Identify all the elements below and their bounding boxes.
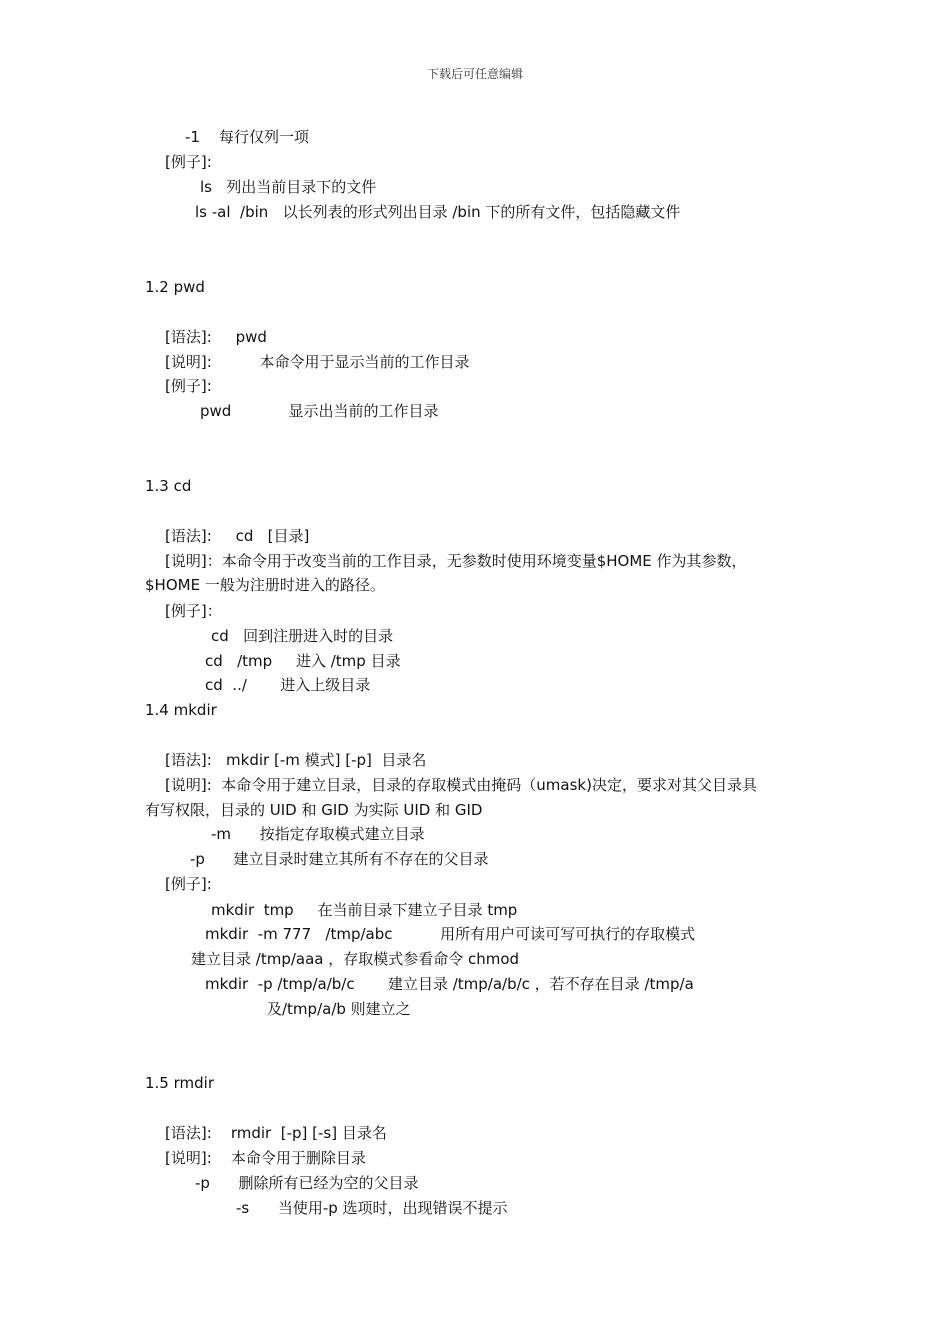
ls-example-1: ls 列出当前目录下的文件 [200,178,377,196]
ls-option-1: -1 每行仅列一项 [185,128,310,146]
ls-example-2: ls -al /bin 以长列表的形式列出目录 /bin 下的所有文件，包括隐藏文件 [195,203,681,221]
rmdir-option-p: -p 删除所有已经为空的父目录 [195,1174,419,1192]
section-heading-cd: 1.3 cd [145,477,192,495]
cd-description-cont: $HOME 一般为注册时进入的路径。 [145,576,385,594]
pwd-syntax: [语法]: pwd [165,328,267,346]
mkdir-syntax: [语法]: mkdir [-m 模式] [-p] 目录名 [165,751,427,769]
mkdir-example-2: mkdir -m 777 /tmp/abc 用所有用户可读可写可执行的存取模式 [205,925,696,943]
pwd-example-1: pwd 显示出当前的工作目录 [200,402,439,420]
cd-example-heading: [例子]： [165,602,222,620]
mkdir-option-p: -p 建立目录时建立其所有不存在的父目录 [190,850,489,868]
mkdir-option-m: -m 按指定存取模式建立目录 [211,825,425,843]
mkdir-example-2-cont: 建立目录 /tmp/aaa ，存取模式参看命令 chmod [191,950,520,968]
mkdir-description-cont: 有写权限，目录的 UID 和 GID 为实际 UID 和 GID [145,801,483,819]
mkdir-example-3-cont: 及/tmp/a/b 则建立之 [267,1000,411,1018]
rmdir-description: [说明]: 本命令用于删除目录 [165,1149,366,1167]
cd-example-1: cd 回到注册进入时的目录 [211,627,394,645]
download-note: 下载后可任意编辑 [426,67,523,81]
pwd-description: [说明]: 本命令用于显示当前的工作目录 [165,353,470,371]
section-heading-rmdir: 1.5 rmdir [145,1074,214,1092]
section-heading-pwd: 1.2 pwd [145,278,205,296]
mkdir-description: [说明]: 本命令用于建立目录，目录的存取模式由掩码（umask)决定，要求对其父目录具 [165,776,757,794]
cd-example-3: cd ../ 进入上级目录 [205,676,371,694]
mkdir-example-3: mkdir -p /tmp/a/b/c 建立目录 /tmp/a/b/c ，若不存在目录 /tmp/a [205,975,694,993]
cd-example-2: cd /tmp 进入 /tmp 目录 [205,652,401,670]
cd-syntax: [语法]: cd [目录] [165,527,310,545]
ls-example-heading: [例子]: [165,153,212,171]
cd-description: [说明]：本命令用于改变当前的工作目录，无参数时使用环境变量$HOME 作为其参数， [165,552,747,570]
section-heading-mkdir: 1.4 mkdir [145,701,217,719]
rmdir-syntax: [语法]: rmdir [-p] [-s] 目录名 [165,1124,387,1142]
mkdir-example-1: mkdir tmp 在当前目录下建立子目录 tmp [211,901,518,919]
pwd-example-heading: [例子]: [165,377,212,395]
rmdir-option-s: -s 当使用-p 选项时，出现错误不提示 [236,1199,508,1217]
mkdir-example-heading: [例子]: [165,875,212,893]
